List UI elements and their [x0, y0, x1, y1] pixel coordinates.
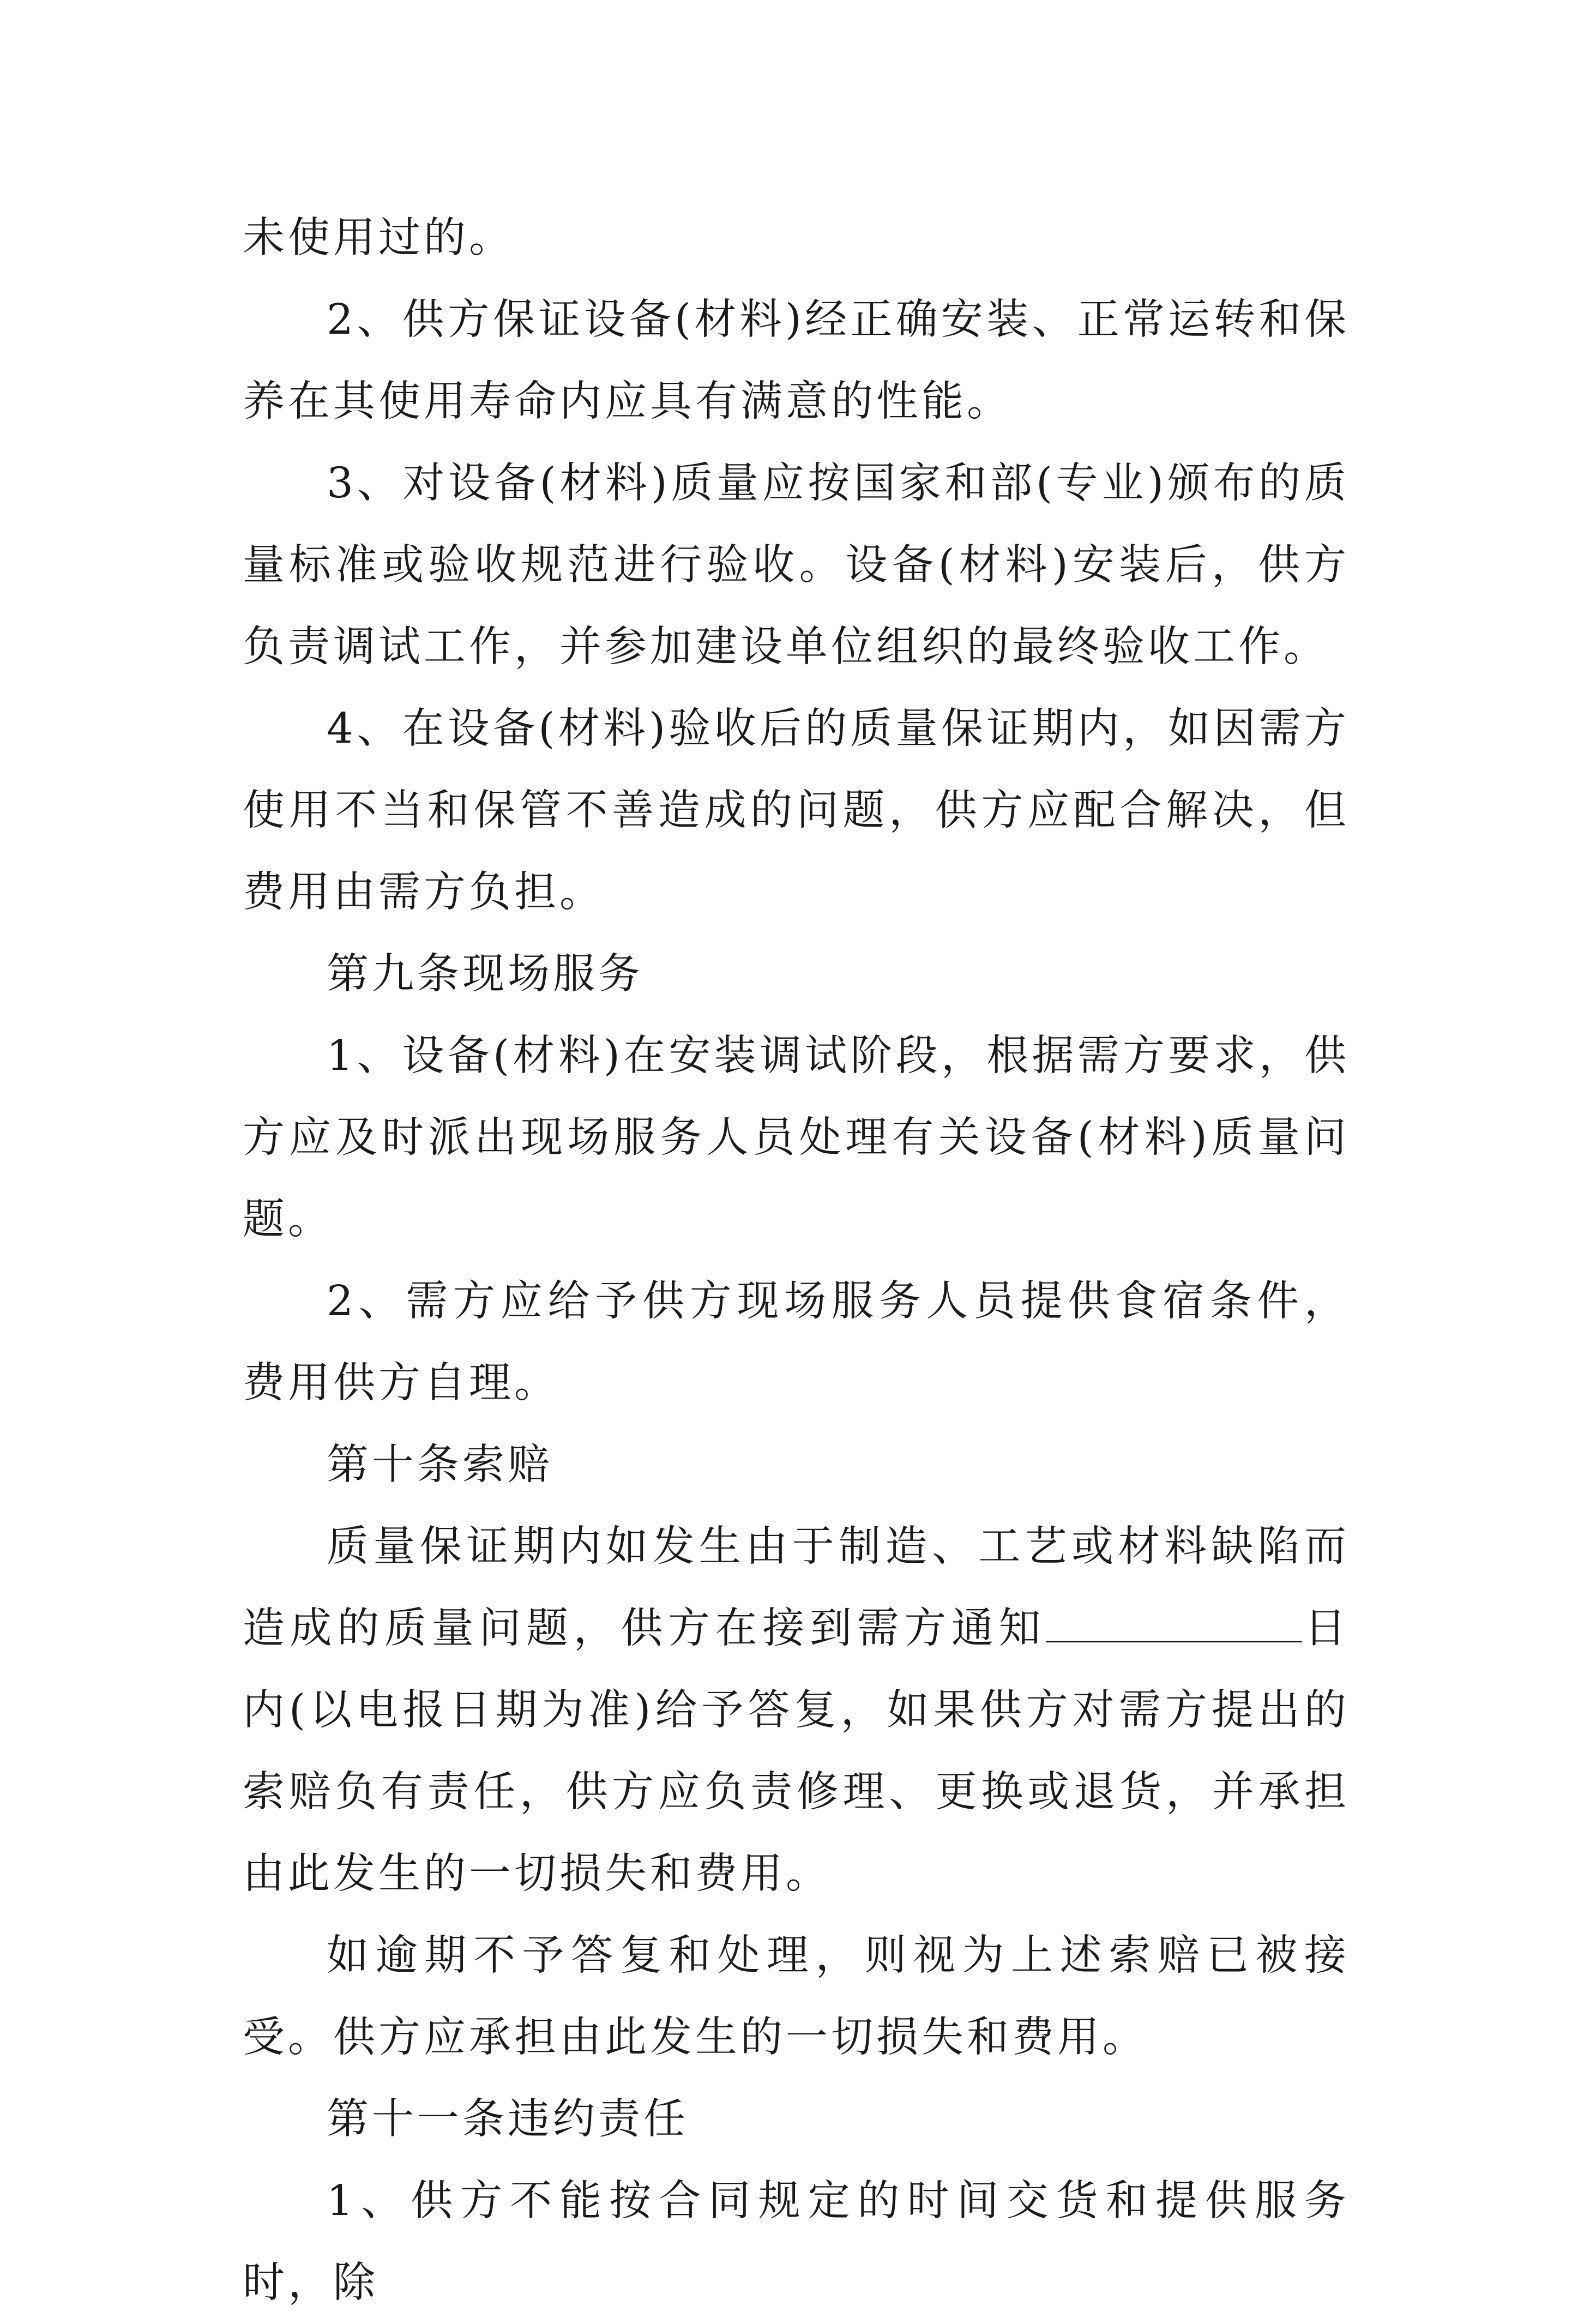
clause-9-heading: 第九条现场服务	[327, 950, 643, 998]
clause-11-heading: 第十一条违约责任	[327, 2095, 689, 2144]
clause-9-item-1: 1、设备(材料)在安装调试阶段，根据需方要求，供方应及时派出现场服务人员处理有关设备(材料)质量问题。	[243, 1032, 1350, 1244]
fill-in-blank-days	[1046, 1608, 1302, 1642]
clause-10-heading: 第十条索赔	[327, 1441, 553, 1489]
clause-10-paragraph-1	[243, 1506, 1350, 1915]
document-body	[243, 197, 1350, 2324]
clause-8-item-2: 2、供方保证设备(材料)经正确安装、正常运转和保养在其使用寿命内应具有满意的性能。	[243, 296, 1350, 426]
clause-9-item-2: 2、需方应给予供方现场服务人员提供食宿条件，费用供方自理。	[243, 1277, 1350, 1407]
clause-8-item-4: 4、在设备(材料)验收后的质量保证期内，如因需方使用不当和保管不善造成的问题，供方应配合解决，但费用由需方负担。	[243, 705, 1350, 917]
paragraph-continuation: 未使用过的。	[243, 214, 514, 262]
clause-8-item-3: 3、对设备(材料)质量应按国家和部(专业)颁布的质量标准或验收规范进行验收。设备(材料)安装后，供方负责调试工作，并参加建设单位组织的最终验收工作。	[243, 459, 1350, 671]
clause-10-text-after-blank: 日内(以电报日期为准)给予答复，如果供方对需方提出的索赔负有责任，供方应负责修理、更换或退货，并承担由此发生的一切损失和费用。	[243, 1604, 1350, 1898]
clause-11-item-1: 1、供方不能按合同规定的时间交货和提供服务时，除	[243, 2177, 1350, 2307]
clause-10-text-before-blank: 质量保证期内如发生由于制造、工艺或材料缺陷而造成的质量问题，供方在接到需方通知	[243, 1522, 1350, 1653]
clause-10-paragraph-2: 如逾期不予答复和处理，则视为上述索赔已被接受。供方应承担由此发生的一切损失和费用。	[243, 1931, 1350, 2062]
